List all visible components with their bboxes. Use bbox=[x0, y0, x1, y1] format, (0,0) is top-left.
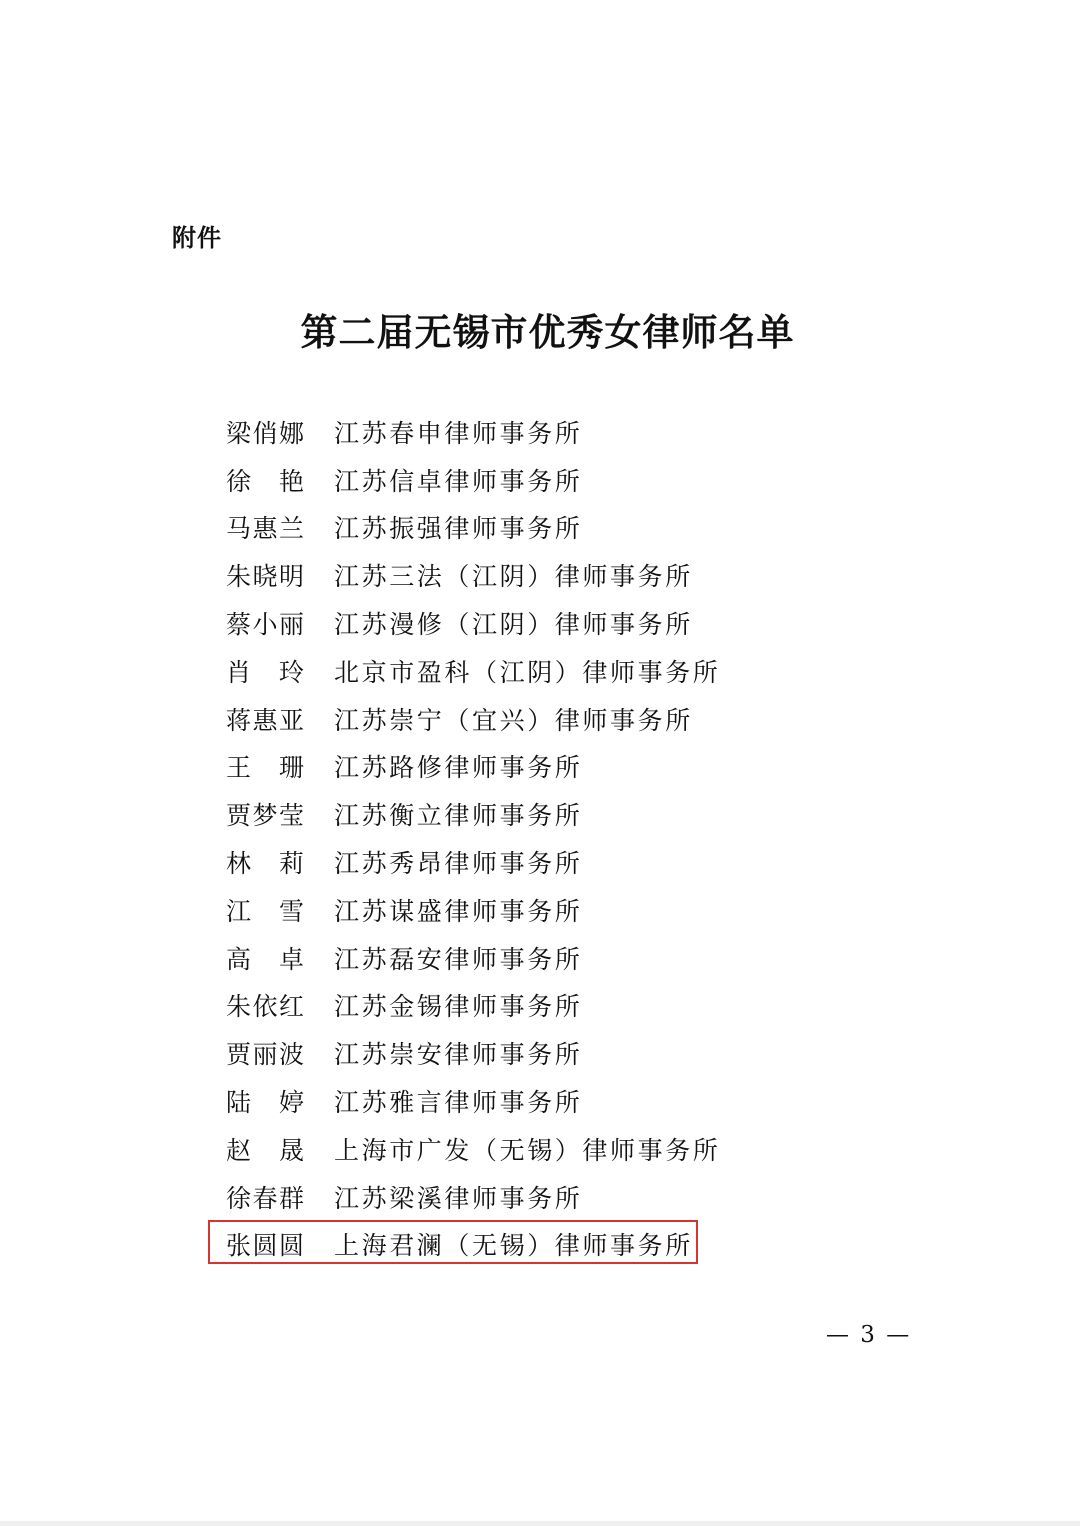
page-number: — 3 — bbox=[826, 1322, 912, 1348]
roster-row-5 bbox=[226, 599, 720, 647]
law-firm: 江苏振强律师事务所 bbox=[334, 514, 583, 544]
lawyer-name: 张 圆 圆 bbox=[226, 1231, 304, 1261]
law-firm: 江苏梁溪律师事务所 bbox=[334, 1183, 583, 1213]
highlight-box bbox=[208, 1220, 698, 1264]
law-firm: 上海市广发（无锡）律师事务所 bbox=[334, 1135, 721, 1165]
law-firm: 江苏崇安律师事务所 bbox=[334, 1040, 583, 1070]
roster-row-16 bbox=[226, 1125, 720, 1173]
lawyer-name: 蒋 惠 亚 bbox=[226, 705, 304, 735]
roster-row-17 bbox=[226, 1173, 720, 1221]
lawyer-name: 江 雪 bbox=[226, 896, 304, 926]
document-title: 第二届无锡市优秀女律师名单 bbox=[300, 310, 795, 354]
law-firm: 江苏雅言律师事务所 bbox=[334, 1088, 583, 1118]
law-firm: 江苏谋盛律师事务所 bbox=[334, 896, 583, 926]
lawyer-name: 林 莉 bbox=[226, 849, 304, 879]
lawyer-name: 王 珊 bbox=[226, 753, 304, 783]
lawyer-name: 朱 依 红 bbox=[226, 992, 304, 1022]
roster-row-4 bbox=[226, 551, 720, 599]
roster-row-14 bbox=[226, 1029, 720, 1077]
law-firm: 上海君澜（无锡）律师事务所 bbox=[334, 1231, 693, 1261]
lawyer-name: 肖 玲 bbox=[226, 657, 304, 687]
law-firm: 江苏春申律师事务所 bbox=[334, 418, 583, 448]
law-firm: 江苏三法（江阴）律师事务所 bbox=[334, 562, 693, 592]
lawyer-roster bbox=[226, 408, 720, 1268]
roster-row-9 bbox=[226, 790, 720, 838]
law-firm: 江苏漫修（江阴）律师事务所 bbox=[334, 610, 693, 640]
lawyer-name: 高 卓 bbox=[226, 944, 304, 974]
attachment-label: 附件 bbox=[172, 224, 222, 252]
roster-row-11 bbox=[226, 886, 720, 934]
roster-row-2 bbox=[226, 456, 720, 504]
lawyer-name: 梁 俏 娜 bbox=[226, 418, 304, 448]
law-firm: 江苏信卓律师事务所 bbox=[334, 466, 583, 496]
lawyer-name: 朱 晓 明 bbox=[226, 562, 304, 592]
law-firm: 江苏磊安律师事务所 bbox=[334, 944, 583, 974]
roster-row-7 bbox=[226, 695, 720, 743]
roster-row-15 bbox=[226, 1077, 720, 1125]
lawyer-name: 陆 婷 bbox=[226, 1088, 304, 1118]
roster-row-10 bbox=[226, 838, 720, 886]
lawyer-name: 蔡 小 丽 bbox=[226, 610, 304, 640]
law-firm: 江苏秀昂律师事务所 bbox=[334, 849, 583, 879]
law-firm: 江苏衡立律师事务所 bbox=[334, 801, 583, 831]
lawyer-name: 马 惠 兰 bbox=[226, 514, 304, 544]
law-firm: 北京市盈科（江阴）律师事务所 bbox=[334, 657, 721, 687]
roster-row-13 bbox=[226, 982, 720, 1030]
law-firm: 江苏崇宁（宜兴）律师事务所 bbox=[334, 705, 693, 735]
lawyer-name: 徐 春 群 bbox=[226, 1183, 304, 1213]
law-firm: 江苏路修律师事务所 bbox=[334, 753, 583, 783]
roster-row-8 bbox=[226, 743, 720, 791]
lawyer-name: 贾 梦 莹 bbox=[226, 801, 304, 831]
page-bottom-edge bbox=[0, 1521, 1080, 1526]
roster-row-6 bbox=[226, 647, 720, 695]
lawyer-name: 贾 丽 波 bbox=[226, 1040, 304, 1070]
lawyer-name: 赵 晟 bbox=[226, 1135, 304, 1165]
roster-row-1 bbox=[226, 408, 720, 456]
law-firm: 江苏金锡律师事务所 bbox=[334, 992, 583, 1022]
roster-row-12 bbox=[226, 934, 720, 982]
roster-row-3 bbox=[226, 504, 720, 552]
lawyer-name: 徐 艳 bbox=[226, 466, 304, 496]
